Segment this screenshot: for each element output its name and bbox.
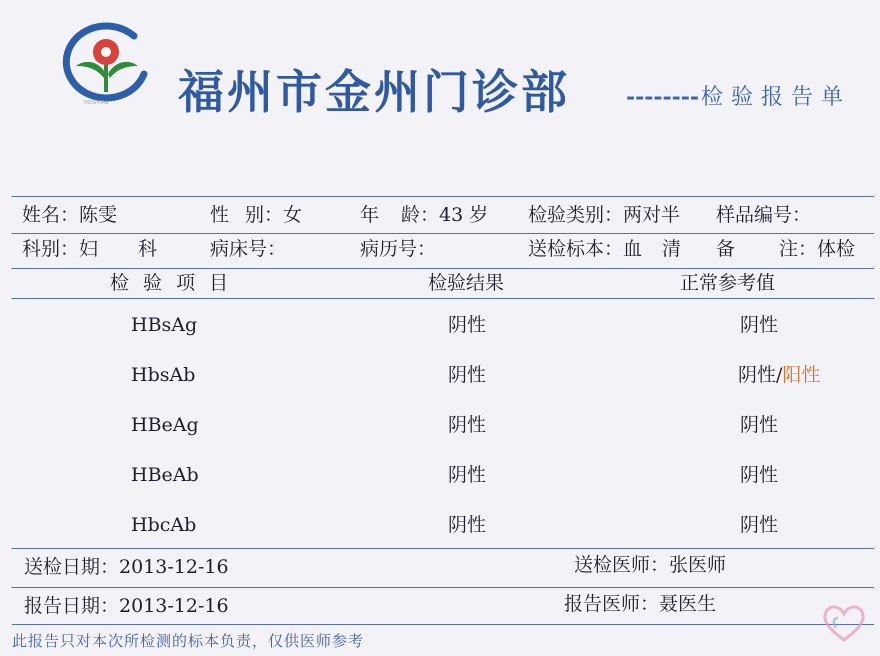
reference-normal: 阴性 (740, 314, 779, 336)
test-item: HBeAb (131, 464, 199, 486)
test-type-label: 检验类别： (528, 204, 624, 226)
sample-no-label: 样品编号： (716, 204, 812, 226)
test-result: 阴性 (448, 464, 487, 486)
rule-top (12, 196, 874, 197)
test-result: 阴性 (448, 514, 487, 536)
submit-doctor-label: 送检医师： (574, 554, 670, 576)
remark-field (716, 240, 855, 259)
specimen-field (528, 240, 681, 259)
rule-header-top (12, 268, 874, 269)
title-dashes: -------- (626, 84, 700, 110)
report-doctor-label: 报告医师： (564, 593, 660, 615)
report-title (626, 80, 851, 111)
submit-doctor-field (574, 556, 726, 575)
dept-1: 妇 (79, 238, 99, 260)
specimen-label: 送检标本： (528, 238, 624, 260)
test-type-field (528, 206, 680, 225)
bed-label: 病床号： (210, 238, 287, 260)
submit-date-label: 送检日期： (24, 556, 120, 578)
reference-value (740, 316, 778, 335)
disclaimer-note: 此报告只对本次所检测的标本负责，仅供医师参考 (12, 632, 365, 650)
reference-normal: 阴性 (740, 514, 779, 536)
reference-normal: 阴性 (740, 464, 779, 486)
test-result: 阴性 (448, 414, 487, 436)
sample-no-field (716, 206, 811, 225)
test-type: 两对半 (623, 204, 681, 226)
reference-value (740, 466, 778, 485)
sex-field (210, 206, 302, 225)
svg-text:HOSPITAL: HOSPITAL (84, 100, 109, 106)
reference-positive: 阳性 (782, 364, 821, 386)
rule-header-bottom (12, 298, 874, 299)
patient-sex: 女 (283, 204, 303, 226)
sex-label-2: 别： (245, 204, 284, 226)
remark-label-2: 注： (779, 238, 818, 260)
test-item: HbsAb (131, 364, 196, 386)
header-test-item: 检 验 项 目 (110, 272, 233, 294)
header-reference-value: 正常参考值 (680, 272, 776, 294)
report-doctor-field (564, 595, 716, 614)
dept-field (22, 240, 157, 259)
test-item: HBeAg (131, 414, 199, 436)
report-date-label: 报告日期： (24, 595, 120, 617)
patient-name-field (22, 206, 117, 225)
rule-info-mid (12, 233, 874, 234)
patient-age: 43 岁 (439, 204, 489, 226)
patient-name: 陈雯 (79, 204, 118, 226)
test-item: HbcAb (131, 514, 197, 536)
age-field (360, 206, 488, 225)
report-date-field (24, 597, 229, 616)
dept-label: 科别： (22, 238, 80, 260)
hospital-logo-icon (56, 22, 154, 106)
heart-watermark-icon (818, 598, 870, 646)
header-test-result: 检验结果 (428, 272, 505, 294)
reference-normal: 阴性/ (738, 364, 783, 386)
submit-date: 2013-12-16 (119, 556, 229, 578)
record-field (360, 240, 436, 259)
report-title-text: 检验报告单 (701, 85, 852, 110)
sex-label-1: 性 (210, 204, 230, 226)
test-item: HBsAg (131, 314, 198, 336)
bed-field (210, 240, 286, 259)
dept-2: 科 (138, 238, 158, 260)
age-label-1: 年 (360, 204, 380, 226)
rule-footer-bottom (12, 624, 874, 625)
report-doctor: 聂医生 (659, 593, 717, 615)
test-result: 阴性 (448, 314, 487, 336)
test-result: 阴性 (448, 364, 487, 386)
submit-doctor: 张医师 (669, 554, 727, 576)
report-date: 2013-12-16 (119, 595, 229, 617)
rule-footer-mid (12, 587, 874, 588)
reference-normal: 阴性 (740, 414, 779, 436)
reference-value (740, 516, 778, 535)
remark-label-1: 备 (716, 238, 736, 260)
specimen-1: 血 (623, 238, 643, 260)
remark: 体检 (817, 238, 856, 260)
specimen-2: 清 (662, 238, 682, 260)
rule-table-bottom (12, 548, 874, 549)
hospital-name: 福州市金州门诊部 (178, 65, 570, 119)
submit-date-field (24, 558, 229, 577)
reference-value (740, 416, 778, 435)
name-label: 姓名： (22, 204, 80, 226)
age-label-2: 龄： (401, 204, 440, 226)
record-label: 病历号： (360, 238, 437, 260)
reference-value (738, 366, 820, 385)
